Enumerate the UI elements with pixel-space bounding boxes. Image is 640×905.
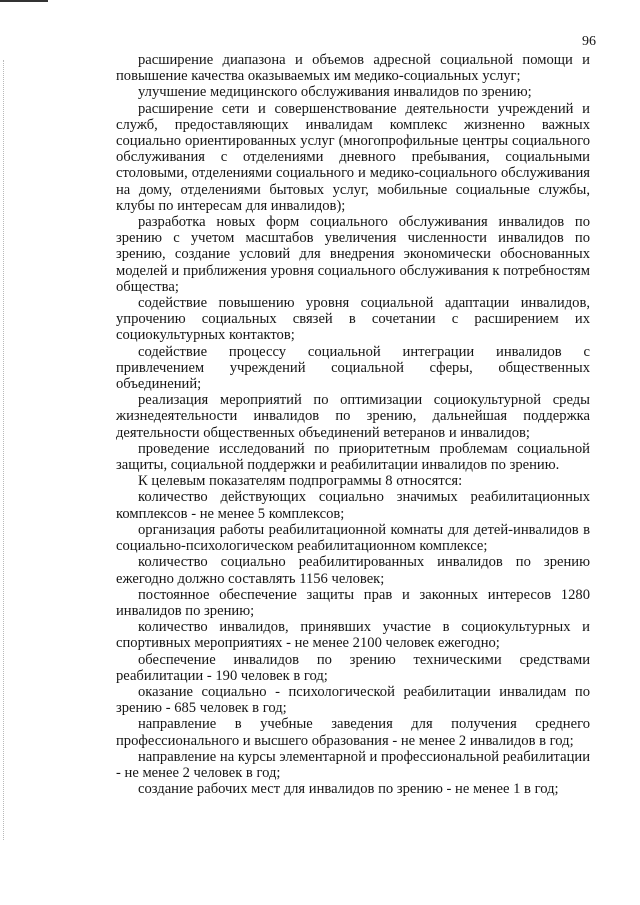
paragraph-10: количество действующих социально значимых реабилитационных комплексов - не менее 5 комплексов;	[116, 489, 590, 522]
paragraph-6: содействие процессу социальной интеграции инвалидов с привлечением учреждений социальной сферы, общественных объединений;	[116, 343, 590, 393]
scan-left-edge	[3, 60, 5, 840]
page-number: 96	[582, 34, 596, 49]
top-edge-rule	[0, 0, 48, 2]
paragraph-5: содействие повышению уровня социальной адаптации инвалидов, упрочению социальных связей в сочетании с расширением их социокультурных контактов;	[116, 295, 590, 344]
paragraph-15: обеспечение инвалидов по зрению техническими средствами реабилитации - 190 человек в год;	[116, 651, 590, 684]
paragraph-18: направление на курсы элементарной и профессиональной реабилитации - не менее 2 человек в год;	[116, 748, 590, 781]
document-body	[116, 52, 590, 797]
paragraph-7: реализация мероприятий по оптимизации социокультурной среды жизнедеятельности инвалидов по зрению, дальнейшая поддержка деятельности общественных объединений ветеранов и инвалидов;	[116, 392, 590, 441]
paragraph-8: проведение исследований по приоритетным проблемам социальной защиты, социальной поддержки и реабилитации инвалидов по зрению.	[116, 440, 590, 474]
paragraph-4: разработка новых форм социального обслуживания инвалидов по зрению с учетом масштабов увеличения численности инвалидов по зрению, создание условий для внедрения экономически обоснованных моделей и приближения уровня социального обслуживания к потребностям общества;	[116, 214, 590, 295]
paragraph-3: расширение сети и совершенствование деятельности учреждений и служб, предоставляющих инвалидам комплекс жизненно важных социально ориентированных услуг (многопрофильные центры социального обслуживания с отделениями дневного пребывания, социальными столовыми, отделениями социального и медико-социального обслуживания на дому, отделениями бытовых услуг, мобильные социальные службы, клубы по интересам для инвалидов);	[116, 100, 590, 214]
paragraph-17: направление в учебные заведения для получения среднего профессионального и высшего образования - не менее 2 инвалидов в год;	[116, 716, 590, 749]
paragraph-2: улучшение медицинского обслуживания инвалидов по зрению;	[138, 84, 532, 101]
paragraph-13: постоянное обеспечение защиты прав и законных интересов 1280 инвалидов по зрению;	[116, 586, 590, 619]
paragraph-14: количество инвалидов, принявших участие в социокультурных и спортивных мероприятиях - не менее 2100 человек ежегодно;	[116, 619, 590, 652]
paragraph-1: расширение диапазона и объемов адресной социальной помощи и повышение качества оказываемых им медико-социальных услуг;	[116, 52, 590, 85]
paragraph-11: организация работы реабилитационной комнаты для детей-инвалидов в социально-психологическом реабилитационном комплексе;	[116, 521, 590, 555]
paragraph-19: создание рабочих мест для инвалидов по зрению - не менее 1 в год;	[138, 781, 559, 798]
paragraph-12: количество социально реабилитированных инвалидов по зрению ежегодно должно составлять 1156 человек;	[116, 554, 590, 587]
paragraph-16: оказание социально - психологической реабилитации инвалидам по зрению - 685 человек в год;	[116, 683, 590, 717]
paragraph-9: К целевым показателям подпрограммы 8 относятся:	[138, 473, 463, 490]
